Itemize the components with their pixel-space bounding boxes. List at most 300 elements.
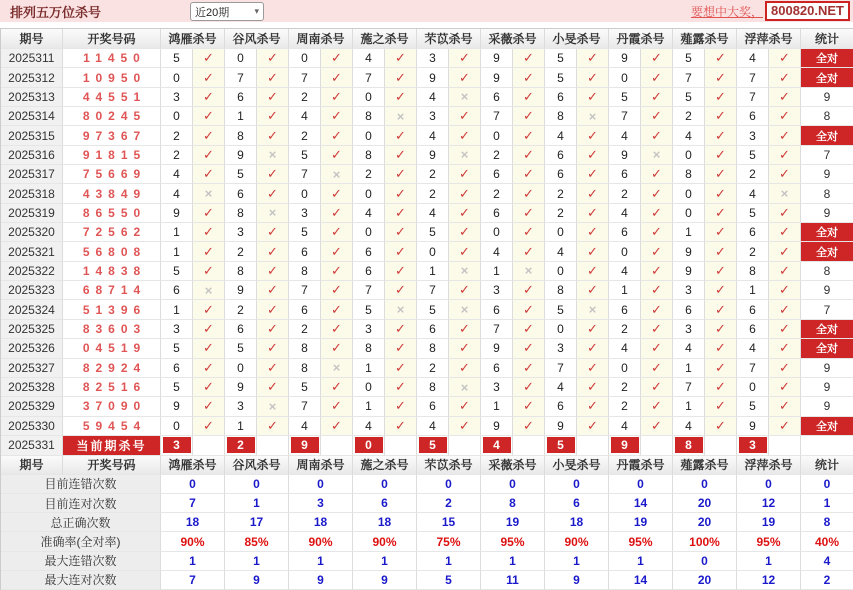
kill-number-cell: 4 xyxy=(673,126,705,145)
kill-mark-cell xyxy=(385,359,417,378)
check-icon: ✓ xyxy=(587,359,598,375)
check-icon: ✓ xyxy=(203,204,214,220)
kill-number-cell: 9 xyxy=(609,146,641,165)
kill-mark-cell xyxy=(449,339,481,358)
current-kill-cell xyxy=(161,436,193,456)
kill-number-cell: 0 xyxy=(545,320,577,339)
kill-mark-cell xyxy=(193,49,225,68)
x-icon: × xyxy=(460,263,469,279)
kill-mark-cell xyxy=(385,223,417,242)
kill-number-cell: 0 xyxy=(673,146,705,165)
check-icon: ✓ xyxy=(715,224,726,240)
kill-mark-cell xyxy=(385,300,417,319)
kill-mark-cell xyxy=(321,146,353,165)
kill-mark-cell xyxy=(449,49,481,68)
kill-number-cell: 2 xyxy=(161,126,193,145)
column-header-expert-6: 采薇杀号 xyxy=(481,29,545,49)
current-mark-empty-cell xyxy=(513,436,545,456)
kill-number-cell: 6 xyxy=(353,262,385,281)
kill-mark-cell xyxy=(449,281,481,300)
kill-number-cell: 4 xyxy=(481,242,513,261)
all-correct-badge: 全对 xyxy=(801,417,853,435)
kill-number-cell: 2 xyxy=(609,397,641,416)
kill-mark-cell xyxy=(641,320,673,339)
x-icon: × xyxy=(204,186,213,202)
kill-mark-cell xyxy=(321,223,353,242)
kill-mark-cell xyxy=(513,262,545,281)
kill-mark-cell xyxy=(257,242,289,261)
check-icon: ✓ xyxy=(203,243,214,259)
period-cell: 2025327 xyxy=(1,359,63,378)
kill-mark-cell xyxy=(705,165,737,184)
kill-mark-cell xyxy=(321,165,353,184)
kill-number-cell: 2 xyxy=(417,184,449,203)
kill-number-cell: 1 xyxy=(161,300,193,319)
stats-value-cell: 0 xyxy=(481,475,545,494)
kill-number-cell: 6 xyxy=(673,300,705,319)
check-icon: ✓ xyxy=(715,127,726,143)
check-icon: ✓ xyxy=(459,127,470,143)
draw-numbers-cell: 91815 xyxy=(63,146,161,165)
stat-cell xyxy=(801,417,853,436)
stats-value-cell: 5 xyxy=(417,571,481,590)
kill-number-cell: 6 xyxy=(545,397,577,416)
stats-value-cell: 11 xyxy=(481,571,545,590)
check-icon: ✓ xyxy=(587,417,598,433)
check-icon: ✓ xyxy=(267,417,278,433)
kill-mark-cell xyxy=(449,126,481,145)
kill-mark-cell xyxy=(321,300,353,319)
check-icon: ✓ xyxy=(523,69,534,85)
check-icon: ✓ xyxy=(779,282,790,298)
kill-number-cell: 2 xyxy=(481,184,513,203)
kill-mark-cell xyxy=(769,184,801,203)
kill-number-cell: 5 xyxy=(161,262,193,281)
stat-cell: 7 xyxy=(801,300,853,319)
kill-number-cell: 0 xyxy=(225,359,257,378)
kill-number-cell: 2 xyxy=(545,184,577,203)
kill-mark-cell xyxy=(193,378,225,397)
kill-number-cell: 9 xyxy=(481,339,513,358)
check-icon: ✓ xyxy=(715,166,726,182)
all-correct-badge: 全对 xyxy=(801,320,853,338)
column-header-expert-10: 浮萍杀号 xyxy=(737,29,801,49)
kill-number-cell: 7 xyxy=(481,320,513,339)
kill-mark-cell xyxy=(577,126,609,145)
kill-mark-cell xyxy=(385,281,417,300)
draw-numbers-cell: 04519 xyxy=(63,339,161,358)
period-cell: 2025326 xyxy=(1,339,63,358)
check-icon: ✓ xyxy=(651,282,662,298)
check-icon: ✓ xyxy=(203,320,214,336)
kill-number-cell: 0 xyxy=(481,126,513,145)
check-icon: ✓ xyxy=(715,204,726,220)
kill-number-cell: 0 xyxy=(545,223,577,242)
check-icon: ✓ xyxy=(651,108,662,124)
check-icon: ✓ xyxy=(395,379,406,395)
period-cell: 2025313 xyxy=(1,88,63,107)
kill-mark-cell xyxy=(385,165,417,184)
kill-number-cell: 7 xyxy=(417,281,449,300)
check-icon: ✓ xyxy=(267,69,278,85)
stats-value-cell: 1 xyxy=(161,552,225,571)
kill-number-cell: 6 xyxy=(481,300,513,319)
kill-mark-cell xyxy=(705,223,737,242)
kill-mark-cell xyxy=(641,184,673,203)
promo-link[interactable]: 要想中大奖， xyxy=(690,4,763,19)
kill-number-cell: 4 xyxy=(609,126,641,145)
kill-mark-cell xyxy=(577,68,609,87)
kill-mark-cell xyxy=(449,320,481,339)
kill-number-cell: 5 xyxy=(225,339,257,358)
column-header-stat: 统计 xyxy=(801,456,853,475)
check-icon: ✓ xyxy=(715,398,726,414)
current-label-cell xyxy=(63,436,161,456)
check-icon: ✓ xyxy=(203,359,214,375)
check-icon: ✓ xyxy=(267,340,278,356)
kill-number-cell: 9 xyxy=(417,68,449,87)
kill-mark-cell xyxy=(513,49,545,68)
kill-number-cell: 8 xyxy=(417,378,449,397)
promo-site-box[interactable]: 800820.NET xyxy=(765,1,850,21)
kill-number-cell: 5 xyxy=(161,378,193,397)
check-icon: ✓ xyxy=(715,262,726,278)
kill-number-cell: 4 xyxy=(737,49,769,68)
column-header-expert-3: 周南杀号 xyxy=(289,456,353,475)
stats-value-cell: 90% xyxy=(353,532,417,551)
kill-mark-cell xyxy=(321,242,353,261)
check-icon: ✓ xyxy=(651,301,662,317)
kill-number-cell: 6 xyxy=(737,107,769,126)
kill-mark-cell xyxy=(385,49,417,68)
kill-mark-cell xyxy=(321,68,353,87)
stat-cell: 8 xyxy=(801,107,853,126)
x-icon: × xyxy=(332,166,341,182)
draw-numbers-cell: 44551 xyxy=(63,88,161,107)
kill-mark-cell xyxy=(257,146,289,165)
kill-number-cell: 0 xyxy=(609,359,641,378)
kill-number-cell: 6 xyxy=(609,223,641,242)
column-header-expert-2: 谷风杀号 xyxy=(225,29,289,49)
kill-mark-cell xyxy=(321,281,353,300)
kill-number-cell: 3 xyxy=(737,126,769,145)
kill-mark-cell xyxy=(257,204,289,223)
kill-number-cell: 7 xyxy=(545,359,577,378)
kill-mark-cell xyxy=(193,165,225,184)
kill-mark-cell xyxy=(193,300,225,319)
check-icon: ✓ xyxy=(459,320,470,336)
kill-mark-cell xyxy=(257,126,289,145)
current-kill-badge: 8 xyxy=(675,437,703,453)
check-icon: ✓ xyxy=(523,204,534,220)
kill-mark-cell xyxy=(705,281,737,300)
column-header-stat: 统计 xyxy=(801,29,853,49)
check-icon: ✓ xyxy=(267,108,278,124)
check-icon: ✓ xyxy=(267,166,278,182)
stats-value-cell: 9 xyxy=(353,571,417,590)
kill-mark-cell xyxy=(769,262,801,281)
stats-value-cell: 18 xyxy=(289,513,353,532)
kill-mark-cell xyxy=(193,320,225,339)
draw-numbers-cell: 82516 xyxy=(63,378,161,397)
check-icon: ✓ xyxy=(779,224,790,240)
kill-mark-cell xyxy=(769,126,801,145)
current-kill-cell xyxy=(545,436,577,456)
check-icon: ✓ xyxy=(459,224,470,240)
check-icon: ✓ xyxy=(651,359,662,375)
all-correct-badge: 全对 xyxy=(801,126,853,144)
kill-mark-cell xyxy=(641,339,673,358)
x-icon: × xyxy=(588,108,597,124)
stats-total-cell: 2 xyxy=(801,571,853,590)
kill-number-cell: 6 xyxy=(353,242,385,261)
draw-numbers-cell: 82924 xyxy=(63,359,161,378)
kill-number-cell: 6 xyxy=(609,300,641,319)
kill-mark-cell xyxy=(641,204,673,223)
stats-row-label: 准确率(全对率) xyxy=(1,532,161,551)
current-kill-cell xyxy=(225,436,257,456)
check-icon: ✓ xyxy=(395,417,406,433)
kill-number-cell: 9 xyxy=(737,417,769,436)
kill-number-cell: 0 xyxy=(353,184,385,203)
kill-number-cell: 0 xyxy=(161,68,193,87)
check-icon: ✓ xyxy=(715,417,726,433)
kill-mark-cell xyxy=(449,378,481,397)
stats-value-cell: 14 xyxy=(609,571,673,590)
kill-number-cell: 9 xyxy=(225,281,257,300)
period-cell: 2025316 xyxy=(1,146,63,165)
stats-value-cell: 0 xyxy=(673,475,737,494)
kill-number-cell: 2 xyxy=(545,204,577,223)
check-icon: ✓ xyxy=(587,262,598,278)
kill-number-cell: 1 xyxy=(673,397,705,416)
kill-mark-cell xyxy=(577,397,609,416)
column-header-numbers: 开奖号码 xyxy=(63,29,161,49)
kill-mark-cell xyxy=(705,184,737,203)
check-icon: ✓ xyxy=(779,359,790,375)
kill-mark-cell xyxy=(513,397,545,416)
kill-mark-cell xyxy=(513,417,545,436)
check-icon: ✓ xyxy=(651,224,662,240)
check-icon: ✓ xyxy=(587,69,598,85)
stats-value-cell: 0 xyxy=(609,475,673,494)
kill-mark-cell xyxy=(257,300,289,319)
current-mark-empty-cell xyxy=(321,436,353,456)
kill-number-cell: 6 xyxy=(225,184,257,203)
all-correct-badge: 全对 xyxy=(801,68,853,86)
current-mark-empty-cell xyxy=(769,436,801,456)
stats-value-cell: 17 xyxy=(225,513,289,532)
kill-mark-cell xyxy=(513,223,545,242)
kill-number-cell: 5 xyxy=(609,88,641,107)
current-kill-cell xyxy=(609,436,641,456)
kill-number-cell: 5 xyxy=(545,68,577,87)
column-header-expert-5: 芣苡杀号 xyxy=(417,29,481,49)
period-cell: 2025312 xyxy=(1,68,63,87)
current-kill-badge: 5 xyxy=(547,437,575,453)
check-icon: ✓ xyxy=(267,88,278,104)
kill-number-cell: 0 xyxy=(417,242,449,261)
kill-number-cell: 8 xyxy=(353,146,385,165)
check-icon: ✓ xyxy=(715,359,726,375)
kill-mark-cell xyxy=(385,68,417,87)
kill-mark-cell xyxy=(513,300,545,319)
kill-mark-cell xyxy=(641,49,673,68)
kill-number-cell: 7 xyxy=(737,88,769,107)
kill-mark-cell xyxy=(513,107,545,126)
kill-mark-cell xyxy=(769,359,801,378)
check-icon: ✓ xyxy=(715,301,726,317)
kill-mark-cell xyxy=(257,262,289,281)
check-icon: ✓ xyxy=(395,282,406,298)
kill-mark-cell xyxy=(705,204,737,223)
kill-mark-cell xyxy=(577,359,609,378)
current-period-label-badge: 当前期杀号 xyxy=(63,436,160,455)
check-icon: ✓ xyxy=(587,146,598,162)
kill-number-cell: 6 xyxy=(225,320,257,339)
check-icon: ✓ xyxy=(651,320,662,336)
period-cell: 2025314 xyxy=(1,107,63,126)
kill-mark-cell xyxy=(577,281,609,300)
stat-cell: 9 xyxy=(801,359,853,378)
x-icon: × xyxy=(460,302,469,318)
kill-number-cell: 4 xyxy=(737,339,769,358)
kill-number-cell: 9 xyxy=(161,397,193,416)
check-icon: ✓ xyxy=(267,243,278,259)
kill-number-cell: 0 xyxy=(481,223,513,242)
check-icon: ✓ xyxy=(331,88,342,104)
stat-cell: 7 xyxy=(801,146,853,165)
kill-mark-cell xyxy=(321,126,353,145)
range-select-dropdown[interactable] xyxy=(190,2,264,21)
check-icon: ✓ xyxy=(459,359,470,375)
stats-row-label: 总正确次数 xyxy=(1,513,161,532)
current-mark-empty-cell xyxy=(641,436,673,456)
check-icon: ✓ xyxy=(459,417,470,433)
check-icon: ✓ xyxy=(267,379,278,395)
check-icon: ✓ xyxy=(203,166,214,182)
check-icon: ✓ xyxy=(395,224,406,240)
check-icon: ✓ xyxy=(779,320,790,336)
check-icon: ✓ xyxy=(459,50,470,66)
page-title: 排列五万位杀号 xyxy=(10,4,102,20)
kill-mark-cell xyxy=(577,223,609,242)
kill-number-cell: 2 xyxy=(161,146,193,165)
check-icon: ✓ xyxy=(459,282,470,298)
current-kill-badge: 0 xyxy=(355,437,383,453)
check-icon: ✓ xyxy=(651,398,662,414)
x-icon: × xyxy=(524,263,533,279)
kill-number-cell: 7 xyxy=(737,68,769,87)
check-icon: ✓ xyxy=(267,127,278,143)
kill-number-cell: 9 xyxy=(673,262,705,281)
kill-number-cell: 6 xyxy=(225,88,257,107)
kill-mark-cell xyxy=(321,49,353,68)
kill-mark-cell xyxy=(769,107,801,126)
stats-value-cell: 0 xyxy=(673,552,737,571)
kill-mark-cell xyxy=(769,320,801,339)
check-icon: ✓ xyxy=(715,108,726,124)
check-icon: ✓ xyxy=(779,50,790,66)
check-icon: ✓ xyxy=(587,282,598,298)
kill-number-cell: 0 xyxy=(609,242,641,261)
kill-mark-cell xyxy=(257,165,289,184)
check-icon: ✓ xyxy=(331,50,342,66)
check-icon: ✓ xyxy=(523,320,534,336)
kill-mark-cell xyxy=(385,397,417,416)
all-correct-badge: 全对 xyxy=(801,242,853,260)
kill-number-cell: 0 xyxy=(353,378,385,397)
check-icon: ✓ xyxy=(395,340,406,356)
check-icon: ✓ xyxy=(715,340,726,356)
kill-mark-cell xyxy=(257,281,289,300)
check-icon: ✓ xyxy=(715,320,726,336)
kill-number-cell: 7 xyxy=(289,397,321,416)
current-kill-badge: 9 xyxy=(291,437,319,453)
check-icon: ✓ xyxy=(651,69,662,85)
kill-number-cell: 6 xyxy=(545,165,577,184)
check-icon: ✓ xyxy=(651,127,662,143)
kill-mark-cell xyxy=(193,107,225,126)
kill-mark-cell xyxy=(577,242,609,261)
check-icon: ✓ xyxy=(331,282,342,298)
kill-number-cell: 8 xyxy=(353,107,385,126)
check-icon: ✓ xyxy=(395,262,406,278)
check-icon: ✓ xyxy=(267,224,278,240)
check-icon: ✓ xyxy=(331,340,342,356)
check-icon: ✓ xyxy=(779,108,790,124)
kill-mark-cell xyxy=(321,204,353,223)
current-kill-cell xyxy=(673,436,705,456)
check-icon: ✓ xyxy=(203,127,214,143)
all-correct-badge: 全对 xyxy=(801,49,853,67)
kill-mark-cell xyxy=(449,165,481,184)
check-icon: ✓ xyxy=(331,379,342,395)
kill-mark-cell xyxy=(705,49,737,68)
check-icon: ✓ xyxy=(523,340,534,356)
check-icon: ✓ xyxy=(779,146,790,162)
kill-number-cell: 9 xyxy=(545,417,577,436)
kill-mark-cell xyxy=(705,417,737,436)
kill-mark-cell xyxy=(641,378,673,397)
check-icon: ✓ xyxy=(395,398,406,414)
check-icon: ✓ xyxy=(331,146,342,162)
draw-numbers-cell: 51396 xyxy=(63,300,161,319)
kill-number-cell: 6 xyxy=(737,223,769,242)
column-header-expert-2: 谷风杀号 xyxy=(225,456,289,475)
stats-value-cell: 19 xyxy=(737,513,801,532)
kill-mark-cell xyxy=(385,262,417,281)
kill-number-cell: 0 xyxy=(289,184,321,203)
kill-number-cell: 2 xyxy=(481,146,513,165)
kill-number-cell: 8 xyxy=(289,262,321,281)
stats-value-cell: 0 xyxy=(161,475,225,494)
kill-number-cell: 1 xyxy=(353,397,385,416)
kill-number-cell: 7 xyxy=(353,281,385,300)
kill-mark-cell xyxy=(385,126,417,145)
kill-mark-cell xyxy=(321,184,353,203)
kill-mark-cell xyxy=(513,281,545,300)
kill-mark-cell xyxy=(321,339,353,358)
kill-mark-cell xyxy=(193,146,225,165)
check-icon: ✓ xyxy=(331,204,342,220)
kill-mark-cell xyxy=(513,165,545,184)
stat-cell: 9 xyxy=(801,165,853,184)
kill-mark-cell xyxy=(641,165,673,184)
kill-mark-cell xyxy=(577,204,609,223)
stats-value-cell: 8 xyxy=(481,494,545,513)
stats-value-cell: 1 xyxy=(609,552,673,571)
